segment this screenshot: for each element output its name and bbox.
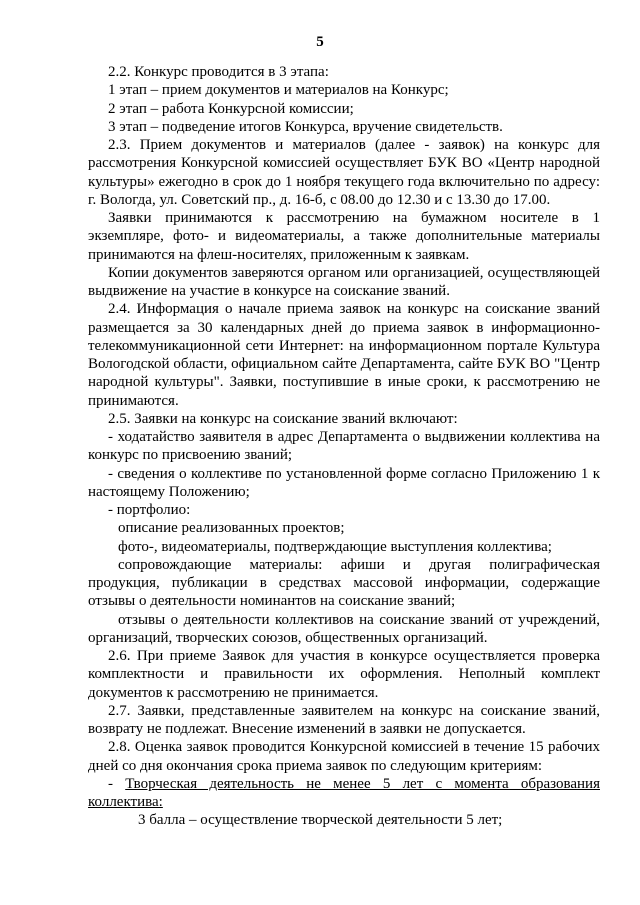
criterion-text: Творческая деятельность не менее 5 лет с момента образования коллектива: (88, 775, 600, 810)
paragraph: 2.7. Заявки, представленные заявителем на конкурс на соискание званий, возврату не подлежат. Внесение изменений в заявки не допускается. (88, 702, 600, 737)
paragraph: 2.3. Прием документов и материалов (далее - заявок) на конкурс для рассмотрения Конкурсной комиссией осуществляет БУК ВО «Центр народной культуры» ежегодно в срок до 1 ноября текущего года включительно по адресу: г. Вологда, ул. Советский пр., д. 16-б, с 08.00 до 12.30 и с 13.30 до 17.00. (88, 137, 600, 208)
paragraph: Заявки принимаются к рассмотрению на бумажном носителе в 1 экземпляре, фото- и видеоматериалы, а также дополнительные материалы принимаются на флеш-носителях, приложенным к заявкам. (88, 210, 600, 263)
paragraph: 2 этап – работа Конкурсной комиссии; (108, 100, 354, 117)
paragraph: - портфолио: (108, 502, 191, 518)
paragraph: - ходатайство заявителя в адрес Департамента о выдвижении коллектива на конкурс по присвоению званий; (88, 429, 600, 464)
paragraph: 2.6. При приеме Заявок для участия в конкурсе осуществляется проверка комплектности и правильности их оформления. Неполный комплект документов к рассмотрению не принимается. (88, 648, 600, 701)
criterion-bullet: - (108, 775, 126, 792)
paragraph: отзывы о деятельности коллективов на соискание званий от учреждений, организаций, творческих союзов, общественных организаций. (88, 611, 600, 646)
criterion-heading (88, 775, 600, 812)
paragraph: - сведения о коллективе по установленной форме согласно Приложению 1 к настоящему Положению; (88, 465, 600, 500)
paragraph: 2.2. Конкурс проводится в 3 этапа: (108, 64, 329, 80)
paragraph: 3 этап – подведение итогов Конкурса, вручение свидетельств. (108, 118, 503, 135)
page-number: 5 (316, 34, 324, 50)
paragraph: 2.5. Заявки на конкурс на соискание званий включают: (108, 410, 458, 427)
paragraph: 2.4. Информация о начале приема заявок на конкурс на соискание званий размещается за 30 календарных дней до приема заявок в информационно-телекоммуникационной сети Интернет: на информационном портале Культура Вологодской области, официальном сайте Департамента, сайте БУК ВО "Центр народной культуры". Заявки, поступившие в иные сроки, к рассмотрению не принимаются. (88, 301, 600, 409)
paragraph: 3 балла – осуществление творческой деятельности 5 лет; (138, 812, 503, 829)
paragraph: сопровождающие материалы: афиши и другая полиграфическая продукция, публикации в средствах массовой информации, содержащие отзывы о деятельности номинантов на соискание званий; (88, 556, 600, 610)
paragraph: 1 этап – прием документов и материалов на Конкурс; (108, 82, 449, 99)
paragraph: описание реализованных проектов; (118, 520, 345, 537)
paragraph: 2.8. Оценка заявок проводится Конкурсной комиссией в течение 15 рабочих дней со дня окончания срока приема заявок по следующим критериям: (88, 739, 600, 774)
paragraph: фото-, видеоматериалы, подтверждающие выступления коллектива; (118, 538, 552, 555)
paragraph: Копии документов заверяются органом или организацией, осуществляющей выдвижение на участие в конкурсе на соискание званий. (88, 264, 600, 299)
document-body (88, 63, 600, 830)
